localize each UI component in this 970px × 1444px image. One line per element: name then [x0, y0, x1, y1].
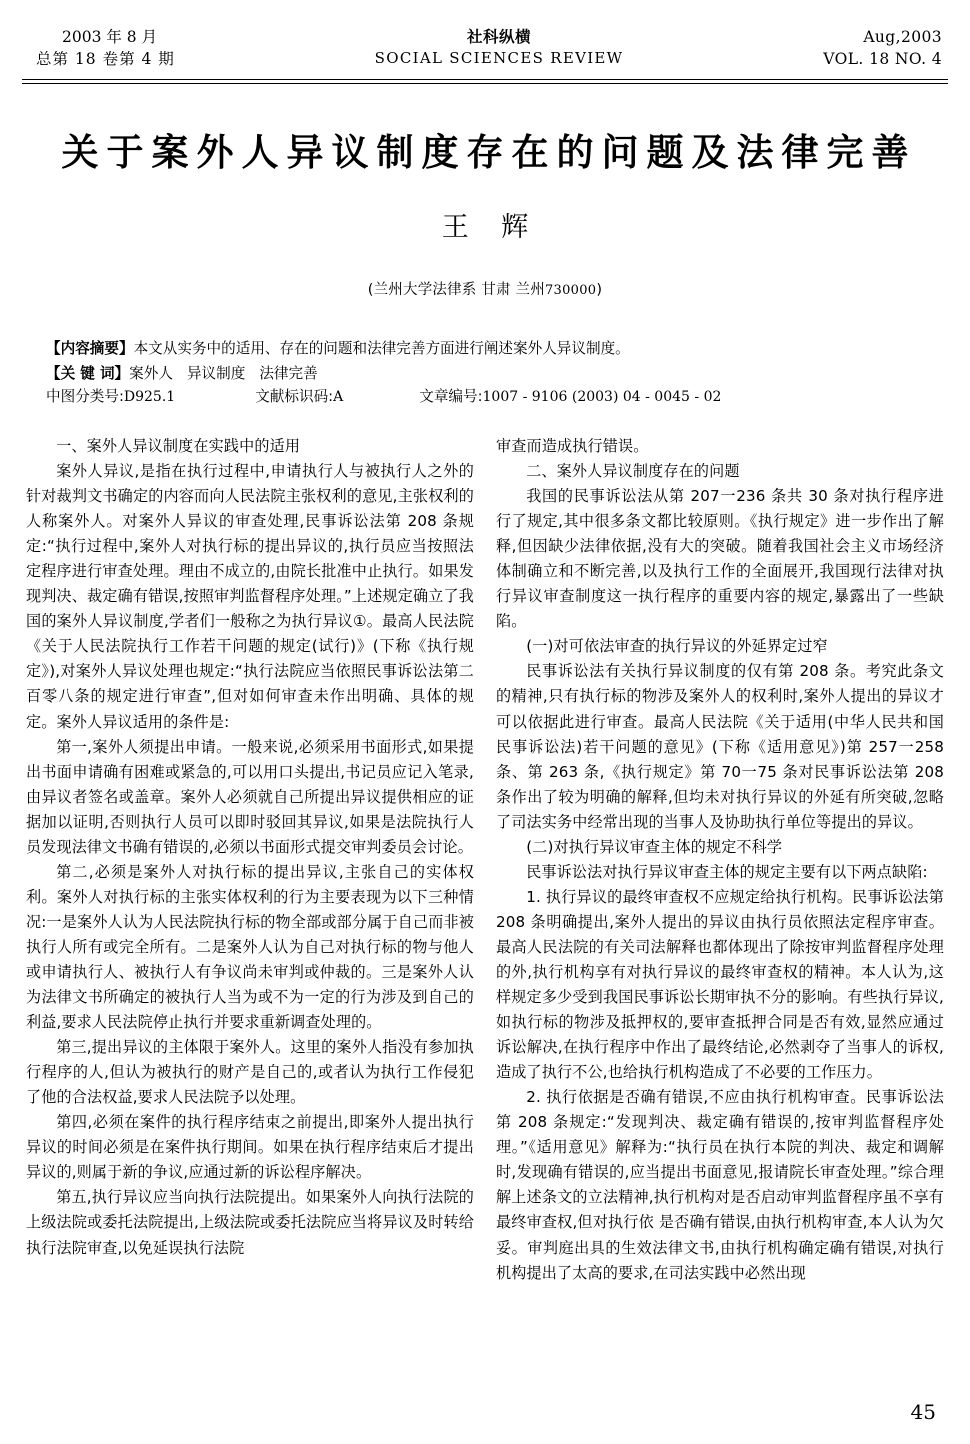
left-column — [26, 434, 474, 1394]
paragraph: 第四,必须在案件的执行程序结束之前提出,即案外人提出执行异议的时间必须是在案件执行期间。如果在执行程序结束后才提出异议的,则属于新的争议,应通过新的诉讼程序解决。 — [26, 1113, 474, 1182]
doc-code-segment — [255, 388, 343, 405]
doc-code-value: A — [333, 389, 344, 405]
abstract-label: 【内容摘要】 — [46, 340, 134, 357]
subsection-heading-1: (一)对可依法审查的执行异议的外延界定过窄 — [526, 637, 828, 656]
affiliation-paren-close: ) — [596, 282, 603, 298]
masthead-volume-issue: 总第 18 卷第 4 期 — [36, 50, 175, 68]
section-heading-2: 二、案外人异议制度存在的问题 — [526, 462, 740, 481]
paragraph-continuation: 审查而造成执行错误。 — [496, 437, 649, 455]
affiliation-text: (兰州大学法律系 甘肃 兰州 — [367, 282, 545, 298]
masthead — [28, 26, 942, 78]
body-columns — [26, 434, 944, 1394]
masthead-volume-issue-en: VOL. 18 NO. 4 — [823, 50, 942, 68]
masthead-date-en: Aug,2003 — [863, 28, 942, 46]
header-double-rule — [22, 79, 948, 84]
affiliation-postcode: 730000 — [544, 283, 597, 298]
abstract-row — [46, 336, 926, 361]
author-affiliation — [0, 278, 970, 299]
right-column — [496, 434, 944, 1394]
paragraph-text: 案外人异议,是指在执行过程中,申请执行人与被执行人之外的针对裁判文书确定的内容而向人民法院主张权利的意见,主张权利的人称案外人。对案外人异议的审查处理,民事诉讼法第 208 条规定:“执行过程中,案外人对执行标的提出异议的,执行员应当按照法定程序进行审查处理。理由不成立的,由院长批准中止执行。如果发现判决、裁定确有错误,按照审判监督程序处理。”上述规定确立了我国的案外人异议制度,学者们一般称之为执行异议①。最高人民法院《关于人民法院执行工作若干问题的规定(试行)》(下称《执行规定》),对案外人异议处理也规定:“执行法院应当依照民事诉讼法第二百零八条的规定进行审查”,但对如何审查未作出明确、具体的规定。案外人异议适用的条件是: — [26, 462, 474, 731]
paragraph — [26, 459, 474, 735]
page-title: 关于案外人异议制度存在的问题及法律完善 — [61, 131, 917, 174]
paragraph: 民事诉讼法有关执行异议制度的仅有第 208 条。考究此条文的精神,只有执行标的物涉及案外人的权利时,案外人提出的异议才可以依据此进行审查。最高人民法院《关于适用(中华人民共和国民事诉讼法)若干问题的意见》(下称《适用意见》)第 257一258 条、第 263 条,《执行规定》第 70一75 条对民事诉讼法第 208 条作出了较为明确的解释,但均未对执行异议的外延有所突破,忽略了司法实务中经常出现的当事人及协助执行单位等提出的异议。 — [496, 662, 944, 831]
paragraph: 第一,案外人须提出申请。一般来说,必须采用书面形式,如果提出书面申请确有困难或紧急的,可以用口头提出,书记员应记入笔录,由异议者签名或盖章。案外人必须就自己所提出异议提供相应的证据加以证明,否则执行人员可以即时驳回其异议,如果是法院执行人员发现法律文书确有错误的,必须以书面形式提交审判委员会讨论。 — [26, 737, 474, 856]
masthead-issue-date: 2003 年 8 月 — [62, 28, 158, 46]
clc-segment — [46, 388, 175, 405]
keywords-label: 【关 键 词】 — [46, 365, 130, 382]
paragraph: 民事诉讼法对执行异议审查主体的规定主要有以下两点缺陷: — [526, 862, 928, 881]
article-id-label: 文章编号: — [419, 388, 483, 405]
paragraph: 2. 执行依据是否确有错误,不应由执行机构审查。民事诉讼法第 208 条规定:“发现判决、裁定确有错误的,按审判监督程序处理。”《适用意见》解释为:“执行员在执行本院的判决、裁定和调解时,发现确有错误的,应当提出书面意见,报请院长审查处理。”综合理解上述条文的立法精神,执行机构对是否启动审判监督程序虽不享有最终审查权,但对执行依 是否确有错误,由执行机构审查,本人认为欠妥。审判庭出具的生效法律文书,由执行机构确定确有错误,对执行机构提出了太高的要求,在司法实践中必然出现 — [496, 1088, 944, 1282]
paragraph: 第三,提出异议的主体限于案外人。这里的案外人指没有参加执行程序的人,但认为被执行的财产是自己的,或者认为执行工作侵犯了他的合法权益,要求人民法院予以处理。 — [26, 1038, 474, 1107]
article-id-segment — [419, 388, 721, 405]
journal-name-en: SOCIAL SCIENCES REVIEW — [374, 49, 624, 67]
clc-label: 中图分类号: — [46, 388, 124, 405]
doc-code-label: 文献标识码: — [255, 388, 334, 405]
paragraph: 第二,必须是案外人对执行标的提出异议,主张自己的实体权利。案外人对执行标的主张实体权利的行为主要表现为以下三种情况:一是案外人认为人民法院执行标的物全部或部分属于自己而非被执行人所有或完全所有。二是案外人认为自己对执行标的物与他人或申请执行人、被执行人有争议尚未审判或仲裁的。三是案外人认为法律文书所确定的被执行人当为或不为一定的行为涉及到自己的利益,要求人民法院停止执行并要求重新调查处理的。 — [26, 862, 474, 1032]
article-id-value: 1007 - 9106 (2003) 04 - 0045 - 02 — [482, 389, 722, 405]
paragraph: 我国的民事诉讼法从第 207一236 条共 30 条对执行程序进行了规定,其中很多条文都比较原则。《执行规定》进一步作出了解释,但因缺少法律依据,没有大的突破。随着我国社会主义市场经济体制确立和不断完善,以及执行工作的全面展开,我国现行法律对执行异议审查制度这一执行程序的重要内容的规定,暴露出了一些缺陷。 — [496, 487, 944, 631]
page-number: 45 — [910, 1400, 936, 1424]
masthead-left — [28, 26, 175, 70]
masthead-center — [175, 26, 824, 69]
subsection-heading-2: (二)对执行异议审查主体的规定不科学 — [526, 837, 783, 856]
author-name: 王 辉 — [441, 212, 541, 243]
article-meta — [46, 336, 926, 386]
abstract-text: 本文从实务中的适用、存在的问题和法律完善方面进行阐述案外人异议制度。 — [133, 340, 630, 357]
paragraph: 1. 执行异议的最终审查权不应规定给执行机构。民事诉讼法第 208 条明确提出,案外人提出的异议由执行员依照法定程序审查。最高人民法院的有关司法解释也都体现出了除按审判监督程序处理的外,执行机构享有对执行异议的最终审查权的精神。本人认为,这样规定多少受到我国民事诉讼长期审执不分的影响。有些执行异议,如执行标的物涉及抵押权的,要审查抵押合同是否有效,显然应通过诉讼解决,在执行程序中作出了最终结论,必然剥夺了当事人的诉权,造成了执行不公,也给执行机构造成了不必要的工作压力。 — [496, 887, 944, 1082]
keyword-3: 法律完善 — [259, 365, 318, 382]
masthead-right — [823, 26, 942, 70]
clc-value: D925.1 — [123, 389, 176, 405]
journal-name-cn: 社科纵横 — [467, 28, 532, 46]
paragraph: 第五,执行异议应当向执行法院提出。如果案外人向执行法院的上级法院或委托法院提出,上级法院或委托法院应当将异议及时转给执行法院审查,以免延误执行法院 — [26, 1188, 474, 1257]
article-identifiers — [46, 385, 926, 406]
keywords-row — [46, 361, 926, 386]
keyword-1: 案外人 — [129, 365, 173, 382]
keyword-2: 异议制度 — [186, 365, 246, 382]
section-heading-1: 一、案外人异议制度在实践中的适用 — [56, 437, 301, 455]
